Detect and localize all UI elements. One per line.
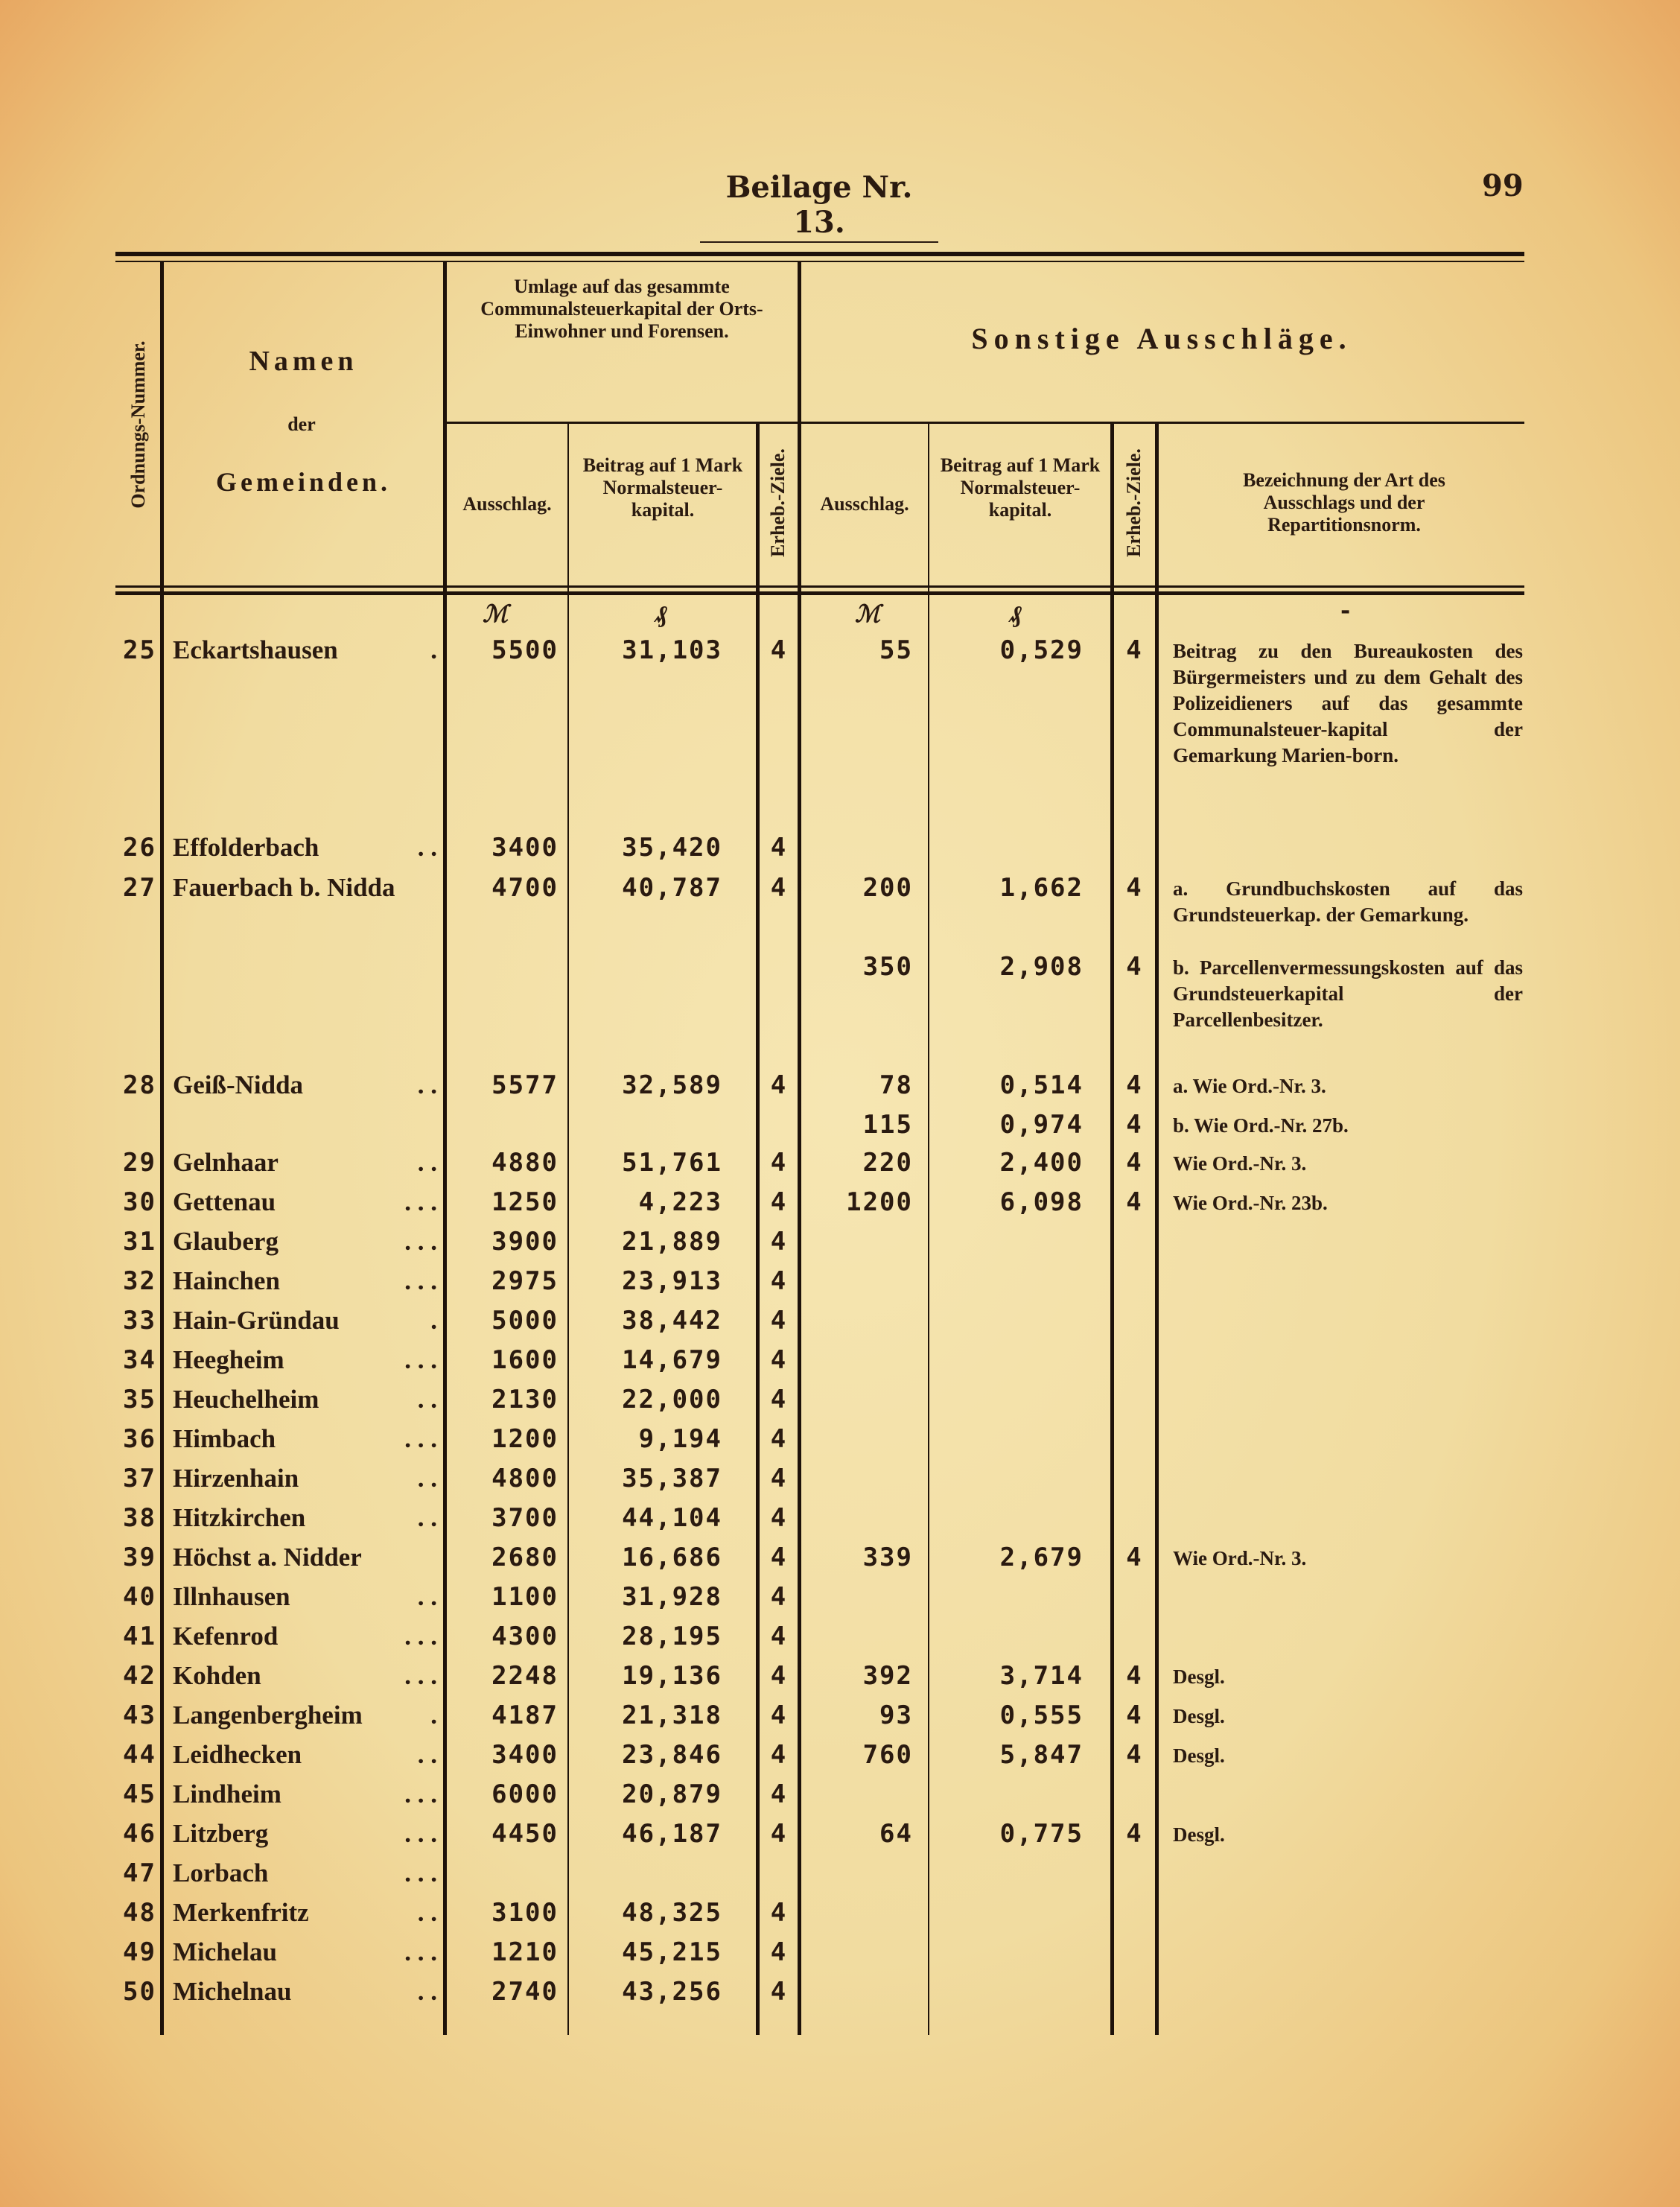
unit-pfennig-2: ₰ (1010, 600, 1022, 628)
municipality-name: Hain-Gründau (173, 1306, 340, 1335)
umlage-ziele: 4 (770, 1266, 788, 1296)
umlage-ausschlag: 2130 (491, 1385, 559, 1414)
umlage-ausschlag: 4300 (491, 1622, 559, 1651)
municipality-cell (173, 1187, 437, 1217)
umlage-beitrag: 23,846 (622, 1740, 722, 1770)
umlage-beitrag: 4,223 (638, 1187, 722, 1217)
sonstige-bezeichnung: Desgl. (1173, 1705, 1225, 1727)
sonstige-ziele: 4 (1126, 1700, 1143, 1730)
umlage-ziele: 4 (770, 635, 788, 665)
municipality-name: Gelnhaar (173, 1148, 279, 1177)
umlage-ziele: 4 (770, 1622, 788, 1651)
umlage-beitrag: 19,136 (622, 1661, 722, 1691)
name-leader: . . (417, 1898, 437, 1927)
umlage-ausschlag: 2975 (491, 1266, 559, 1296)
header-bottom-rule (115, 585, 1524, 588)
umlage-ziele: 4 (770, 1700, 788, 1730)
umlage-ausschlag: 5500 (491, 635, 559, 665)
umlage-ziele: 4 (770, 1543, 788, 1572)
row-number: 41 (123, 1622, 156, 1651)
municipality-name: Geiß-Nidda (173, 1070, 304, 1099)
umlage-ausschlag: 5577 (491, 1070, 559, 1100)
header-namen: Namen (249, 346, 358, 377)
municipality-name: Langenbergheim (173, 1700, 363, 1730)
umlage-ziele: 4 (770, 873, 788, 903)
header-bezeichnung: Bezeichnung der Art des Ausschlags und der Repartitionsnorm. (1243, 469, 1445, 536)
umlage-ausschlag: 3400 (491, 1740, 559, 1770)
umlage-ziele: 4 (770, 1464, 788, 1493)
umlage-beitrag: 46,187 (622, 1819, 722, 1849)
sonstige-ziele: 4 (1126, 1819, 1143, 1849)
umlage-beitrag: 48,325 (622, 1898, 722, 1928)
sonstige-beitrag: 1,662 (999, 873, 1084, 903)
sonstige-bezeichnung: Desgl. (1173, 1744, 1225, 1767)
row-number: 27 (123, 873, 156, 903)
umlage-ausschlag: 4700 (491, 873, 559, 903)
umlage-beitrag: 20,879 (622, 1779, 722, 1809)
umlage-ausschlag: 4187 (491, 1700, 559, 1730)
municipality-cell (173, 1819, 437, 1849)
name-leader: . . . (404, 1187, 437, 1216)
row-number: 45 (123, 1779, 156, 1809)
sonstige-bezeichnung: b. Parcellenvermessungskosten auf das Grundsteuerkapital der Parcellenbesitzer. (1173, 956, 1523, 1031)
sonstige-beitrag: 0,529 (999, 635, 1084, 665)
umlage-ausschlag: 6000 (491, 1779, 559, 1809)
sonstige-bezeichnung: Desgl. (1173, 1823, 1225, 1846)
row-number: 32 (123, 1266, 156, 1296)
sonstige-beitrag: 0,974 (999, 1110, 1084, 1140)
sonstige-ziele: 4 (1126, 1070, 1143, 1100)
unit-mark: ℳ (483, 600, 509, 628)
sonstige-ausschlag: 115 (862, 1110, 913, 1140)
municipality-name: Himbach (173, 1424, 276, 1453)
row-number: 49 (123, 1937, 156, 1967)
name-leader: . . (417, 1385, 437, 1414)
municipality-cell (173, 1858, 437, 1888)
municipality-cell (173, 1543, 437, 1572)
sonstige-ausschlag: 220 (862, 1148, 913, 1178)
municipality-cell (173, 1385, 437, 1414)
row-number: 36 (123, 1424, 156, 1454)
row-number: 26 (123, 833, 156, 863)
umlage-beitrag: 22,000 (622, 1385, 722, 1414)
header-gemeinden: Gemeinden. (216, 467, 391, 497)
umlage-ziele: 4 (770, 1424, 788, 1454)
municipality-cell (173, 1306, 437, 1336)
umlage-beitrag: 40,787 (622, 873, 722, 903)
sonstige-beitrag: 2,908 (999, 952, 1084, 982)
municipality-cell (173, 1148, 437, 1178)
umlage-beitrag: 14,679 (622, 1345, 722, 1375)
sonstige-beitrag: 6,098 (999, 1187, 1084, 1217)
name-leader: . . (417, 1148, 437, 1177)
umlage-ziele: 4 (770, 1819, 788, 1849)
name-leader: . . (417, 1582, 437, 1611)
municipality-name: Fauerbach b. Nidda (173, 873, 395, 902)
header-erheb-ziele: Erheb.-Ziele. (767, 448, 789, 557)
municipality-cell (173, 1700, 437, 1730)
row-number: 43 (123, 1700, 156, 1730)
umlage-beitrag: 16,686 (622, 1543, 722, 1572)
table-top-rule (115, 252, 1524, 256)
sonstige-bezeichnung: b. Wie Ord.-Nr. 27b. (1173, 1114, 1349, 1137)
municipality-cell (173, 1345, 437, 1375)
umlage-beitrag: 38,442 (622, 1306, 722, 1336)
name-leader: . . . (404, 1424, 437, 1453)
sonstige-bezeichnung: Wie Ord.-Nr. 3. (1173, 1547, 1307, 1569)
umlage-ziele: 4 (770, 1306, 788, 1336)
row-number: 44 (123, 1740, 156, 1770)
sonstige-ausschlag: 392 (862, 1661, 913, 1691)
municipality-name: Höchst a. Nidder (173, 1543, 362, 1572)
row-number: 25 (123, 635, 156, 665)
row-number: 35 (123, 1385, 156, 1414)
name-leader: . . . (404, 1819, 437, 1848)
umlage-ziele: 4 (770, 1661, 788, 1691)
name-leader: . . (417, 833, 437, 862)
col-divider (567, 422, 569, 2035)
name-leader: . . (417, 1070, 437, 1099)
sonstige-ziele: 4 (1126, 1543, 1143, 1572)
municipality-name: Heuchelheim (173, 1385, 319, 1414)
umlage-ausschlag: 2740 (491, 1977, 559, 2007)
sonstige-ziele: 4 (1126, 1661, 1143, 1691)
umlage-ausschlag: 1200 (491, 1424, 559, 1454)
name-leader: . (430, 1306, 437, 1335)
row-number: 33 (123, 1306, 156, 1336)
municipality-cell (173, 1779, 437, 1809)
municipality-cell (173, 1937, 437, 1967)
unit-pfennig: ₰ (655, 600, 667, 628)
sonstige-ausschlag: 1200 (846, 1187, 913, 1217)
umlage-ziele: 4 (770, 1898, 788, 1928)
sonstige-ziele: 4 (1126, 952, 1143, 982)
col-divider (928, 422, 929, 2035)
page-number: 99 (1482, 168, 1524, 203)
row-number: 47 (123, 1858, 156, 1888)
header-ausschlag: Ausschlag. (462, 493, 552, 515)
sonstige-beitrag: 0,514 (999, 1070, 1084, 1100)
umlage-ausschlag: 3400 (491, 833, 559, 863)
umlage-ziele: 4 (770, 1345, 788, 1375)
unit-mark-2: ℳ (855, 600, 881, 628)
name-leader: . . (417, 1503, 437, 1532)
municipality-cell (173, 873, 437, 903)
umlage-ziele: 4 (770, 1937, 788, 1967)
municipality-name: Heegheim (173, 1345, 284, 1374)
sonstige-bezeichnung: Desgl. (1173, 1665, 1225, 1688)
row-number: 46 (123, 1819, 156, 1849)
umlage-ziele: 4 (770, 1582, 788, 1612)
name-leader: . . . (404, 1622, 437, 1651)
row-number: 40 (123, 1582, 156, 1612)
umlage-ziele: 4 (770, 1503, 788, 1533)
umlage-ausschlag: 3100 (491, 1898, 559, 1928)
sonstige-ausschlag: 200 (862, 873, 913, 903)
sonstige-bezeichnung: a. Wie Ord.-Nr. 3. (1173, 1075, 1326, 1097)
sonstige-beitrag: 5,847 (999, 1740, 1084, 1770)
name-leader: . . . (404, 1937, 437, 1966)
row-number: 34 (123, 1345, 156, 1375)
umlage-ausschlag: 3700 (491, 1503, 559, 1533)
umlage-ziele: 4 (770, 1148, 788, 1178)
name-leader: . . . (404, 1345, 437, 1374)
umlage-ausschlag: 1600 (491, 1345, 559, 1375)
municipality-cell (173, 1898, 437, 1928)
header-sonstige: Sonstige Ausschläge. (971, 322, 1352, 355)
sonstige-ausschlag: 55 (879, 635, 913, 665)
row-number: 39 (123, 1543, 156, 1572)
municipality-cell (173, 1622, 437, 1651)
municipality-name: Lindheim (173, 1779, 281, 1809)
sonstige-beitrag: 3,714 (999, 1661, 1084, 1691)
col-divider (160, 262, 164, 2035)
umlage-beitrag: 32,589 (622, 1070, 722, 1100)
umlage-ziele: 4 (770, 833, 788, 863)
row-number: 31 (123, 1227, 156, 1257)
municipality-cell (173, 1464, 437, 1493)
municipality-name: Kefenrod (173, 1622, 279, 1651)
municipality-name: Michelnau (173, 1977, 292, 2006)
sonstige-beitrag: 2,679 (999, 1543, 1084, 1572)
col-divider (1155, 422, 1159, 2035)
sonstige-bezeichnung: Beitrag zu den Bureaukosten des Bürgermeisters und zu dem Gehalt des Polizeidieners auf das gesammte Communalsteuer-kapital der Gemarkung Marien-born. (1173, 640, 1523, 766)
sonstige-bezeichnung: a. Grundbuchskosten auf das Grundsteuerkap. der Gemarkung. (1173, 877, 1523, 926)
umlage-ausschlag: 5000 (491, 1306, 559, 1336)
umlage-beitrag: 44,104 (622, 1503, 722, 1533)
header-umlage: Umlage auf das gesammte Communalsteuerkapital der Orts-Einwohner und Forensen. (480, 276, 763, 342)
page-title: Beilage Nr. 13. (700, 170, 938, 243)
municipality-name: Merkenfritz (173, 1898, 309, 1927)
umlage-beitrag: 9,194 (638, 1424, 722, 1454)
name-leader: . (430, 635, 437, 664)
header-der: der (287, 413, 316, 435)
umlage-beitrag: 31,928 (622, 1582, 722, 1612)
umlage-ausschlag: 4800 (491, 1464, 559, 1493)
municipality-cell (173, 1977, 437, 2007)
name-leader: . . (417, 1977, 437, 2006)
table-top-rule-thin (115, 261, 1524, 262)
municipality-name: Michelau (173, 1937, 277, 1966)
umlage-ausschlag: 2248 (491, 1661, 559, 1691)
name-leader: . . (417, 1740, 437, 1769)
umlage-beitrag: 45,215 (622, 1937, 722, 1967)
umlage-ziele: 4 (770, 1187, 788, 1217)
municipality-cell (173, 1740, 437, 1770)
umlage-ziele: 4 (770, 1779, 788, 1809)
header-beitrag-2: Beitrag auf 1 Mark Normalsteuer-kapital. (940, 454, 1101, 521)
name-leader: . . . (404, 1266, 437, 1295)
sonstige-ausschlag: 78 (879, 1070, 913, 1100)
municipality-cell (173, 1227, 437, 1257)
sonstige-ziele: 4 (1126, 1187, 1143, 1217)
umlage-beitrag: 35,420 (622, 833, 722, 863)
municipality-name: Litzberg (173, 1819, 269, 1848)
header-ordnungs-nummer: Ordnungs-Nummer. (127, 340, 149, 509)
row-number: 37 (123, 1464, 156, 1493)
umlage-beitrag: 51,761 (622, 1148, 722, 1178)
name-leader: . . . (404, 1227, 437, 1256)
row-number: 38 (123, 1503, 156, 1533)
municipality-name: Leidhecken (173, 1740, 302, 1769)
municipality-name: Hirzenhain (173, 1464, 299, 1493)
municipality-cell (173, 1661, 437, 1691)
header-erheb-ziele-2: Erheb.-Ziele. (1123, 448, 1145, 557)
sonstige-bezeichnung: Wie Ord.-Nr. 3. (1173, 1152, 1307, 1175)
header-ausschlag-2: Ausschlag. (820, 493, 909, 515)
sonstige-bezeichnung: Wie Ord.-Nr. 23b. (1173, 1192, 1328, 1214)
municipality-name: Lorbach (173, 1858, 269, 1887)
municipality-cell (173, 1503, 437, 1533)
umlage-ausschlag: 1250 (491, 1187, 559, 1217)
umlage-beitrag: 43,256 (622, 1977, 722, 2007)
umlage-ausschlag: 4450 (491, 1819, 559, 1849)
municipality-name: Effolderbach (173, 833, 319, 862)
umlage-beitrag: 31,103 (622, 635, 722, 665)
sonstige-ausschlag: 64 (879, 1819, 913, 1849)
umlage-ausschlag: 3900 (491, 1227, 559, 1257)
umlage-beitrag: 28,195 (622, 1622, 722, 1651)
sonstige-beitrag: 2,400 (999, 1148, 1084, 1178)
sonstige-ziele: 4 (1126, 635, 1143, 665)
sonstige-beitrag: 0,775 (999, 1819, 1084, 1849)
municipality-name: Hitzkirchen (173, 1503, 306, 1532)
municipality-cell (173, 1424, 437, 1454)
umlage-ziele: 4 (770, 1385, 788, 1414)
row-number: 29 (123, 1148, 156, 1178)
municipality-name: Illnhausen (173, 1582, 290, 1611)
sonstige-ziele: 4 (1126, 1110, 1143, 1140)
sonstige-ausschlag: 760 (862, 1740, 913, 1770)
row-number: 42 (123, 1661, 156, 1691)
umlage-beitrag: 21,318 (622, 1700, 722, 1730)
municipality-cell (173, 1070, 437, 1100)
municipality-name: Gettenau (173, 1187, 276, 1216)
sonstige-ausschlag: 93 (879, 1700, 913, 1730)
row-number: 30 (123, 1187, 156, 1217)
sonstige-beitrag: 0,555 (999, 1700, 1084, 1730)
municipality-name: Eckartshausen (173, 635, 338, 664)
sonstige-ziele: 4 (1126, 1148, 1143, 1178)
municipality-cell (173, 635, 437, 665)
dash: - (1340, 596, 1351, 624)
umlage-ausschlag: 1210 (491, 1937, 559, 1967)
name-leader: . . (417, 1464, 437, 1493)
name-leader: . . . (404, 1858, 437, 1887)
sonstige-ausschlag: 339 (862, 1543, 913, 1572)
umlage-ziele: 4 (770, 1227, 788, 1257)
header-bottom-rule-thick (115, 591, 1524, 595)
umlage-beitrag: 23,913 (622, 1266, 722, 1296)
umlage-ziele: 4 (770, 1977, 788, 2007)
name-leader: . . . (404, 1779, 437, 1809)
umlage-ziele: 4 (770, 1740, 788, 1770)
umlage-beitrag: 35,387 (622, 1464, 722, 1493)
sonstige-ziele: 4 (1126, 873, 1143, 903)
municipality-name: Glauberg (173, 1227, 279, 1256)
municipality-cell (173, 1582, 437, 1612)
umlage-ausschlag: 2680 (491, 1543, 559, 1572)
name-leader: . . . (404, 1661, 437, 1690)
umlage-ausschlag: 4880 (491, 1148, 559, 1178)
municipality-cell (173, 833, 437, 863)
umlage-ziele: 4 (770, 1070, 788, 1100)
municipality-name: Kohden (173, 1661, 261, 1690)
row-number: 28 (123, 1070, 156, 1100)
name-leader: . (430, 1700, 437, 1730)
sonstige-ziele: 4 (1126, 1740, 1143, 1770)
sonstige-ausschlag: 350 (862, 952, 913, 982)
umlage-ausschlag: 1100 (491, 1582, 559, 1612)
municipality-cell (173, 1266, 437, 1296)
header-beitrag: Beitrag auf 1 Mark Normalsteuer-kapital. (582, 454, 743, 521)
row-number: 48 (123, 1898, 156, 1928)
row-number: 50 (123, 1977, 156, 2007)
municipality-name: Hainchen (173, 1266, 280, 1295)
header-sub-rule (445, 422, 1524, 424)
umlage-beitrag: 21,889 (622, 1227, 722, 1257)
